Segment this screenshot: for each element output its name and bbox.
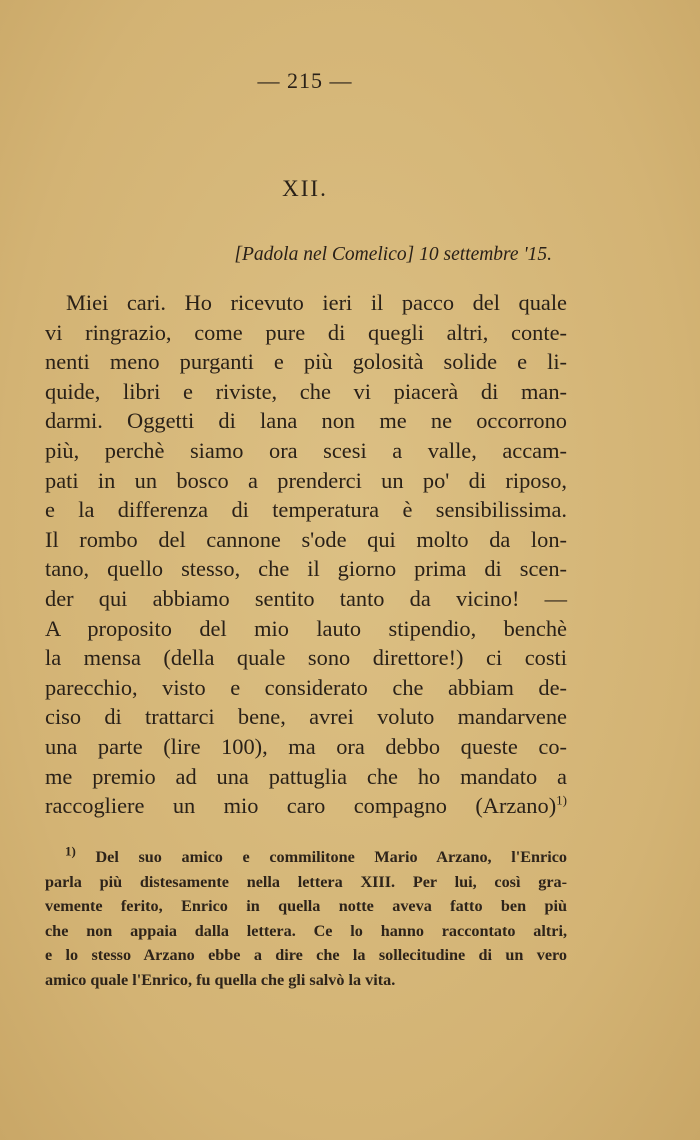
body-line: tano, quello stesso, che il giorno prima di scen-	[45, 556, 567, 582]
body-line: e la differenza di temperatura è sensibilissima.	[45, 497, 567, 523]
body-line: vi ringrazio, come pure di quegli altri, conte-	[45, 319, 567, 345]
footnote-reference: 1)	[556, 792, 567, 808]
body-line: una parte (lire 100), ma ora debbo queste co-	[45, 733, 567, 759]
page-number: — 215 —	[257, 68, 353, 93]
body-line-last	[45, 791, 567, 821]
body-line: nenti meno purganti e più golosità solide e li-	[45, 349, 567, 375]
body-line: A proposito del mio lauto stipendio, benchè	[45, 615, 567, 641]
letter-body	[45, 288, 567, 821]
footnote-line: vemente ferito, Enrico in quella notte aveva fatto ben più	[45, 897, 567, 915]
footnote-line-text: Del suo amico e commilitone Mario Arzano, l'Enrico	[95, 848, 567, 866]
letter-dateline	[234, 244, 552, 266]
chapter-heading: XII.	[282, 176, 328, 201]
dateline-place: [Padola nel Comelico]	[234, 244, 415, 265]
body-line: Miei cari. Ho ricevuto ieri il pacco del quale	[66, 290, 567, 315]
body-line: der qui abbiamo sentito tanto da vicino! —	[45, 585, 567, 611]
footnote-line: amico quale l'Enrico, fu quella che gli salvò la vita.	[45, 970, 396, 989]
body-line: me premio ad una pattuglia che ho mandato a	[45, 763, 567, 789]
body-line: parecchio, visto e considerato che abbiam de-	[45, 674, 567, 700]
footnote-line: parla più distesamente nella lettera XIII. Per lui, così gra-	[45, 872, 567, 891]
body-line-text: raccogliere un mio caro compagno (Arzano)	[45, 793, 557, 819]
body-line: più, perchè siamo ora scesi a valle, accam-	[45, 437, 567, 463]
dateline-date: 10 settembre '15.	[419, 244, 552, 265]
body-line: ciso di trattarci bene, avrei voluto mandarvene	[45, 704, 567, 730]
body-line: pati in un bosco a prenderci un po' di riposo,	[45, 467, 567, 493]
footnote-line-first	[45, 845, 567, 870]
body-line: quide, libri e riviste, che vi piacerà di man-	[45, 378, 567, 404]
footnote-line: e lo stesso Arzano ebbe a dire che la sollecitudine di un vero	[45, 946, 567, 964]
body-line: darmi. Oggetti di lana non me ne occorrono	[45, 408, 567, 434]
footnote-marker: 1)	[65, 843, 76, 859]
footnote-line: che non appaia dalla lettera. Ce lo hanno raccontato altri,	[45, 921, 567, 940]
footnote	[45, 845, 567, 992]
body-line: la mensa (della quale sono direttore!) ci costi	[45, 645, 567, 671]
body-line: Il rombo del cannone s'ode qui molto da lon-	[45, 526, 567, 552]
